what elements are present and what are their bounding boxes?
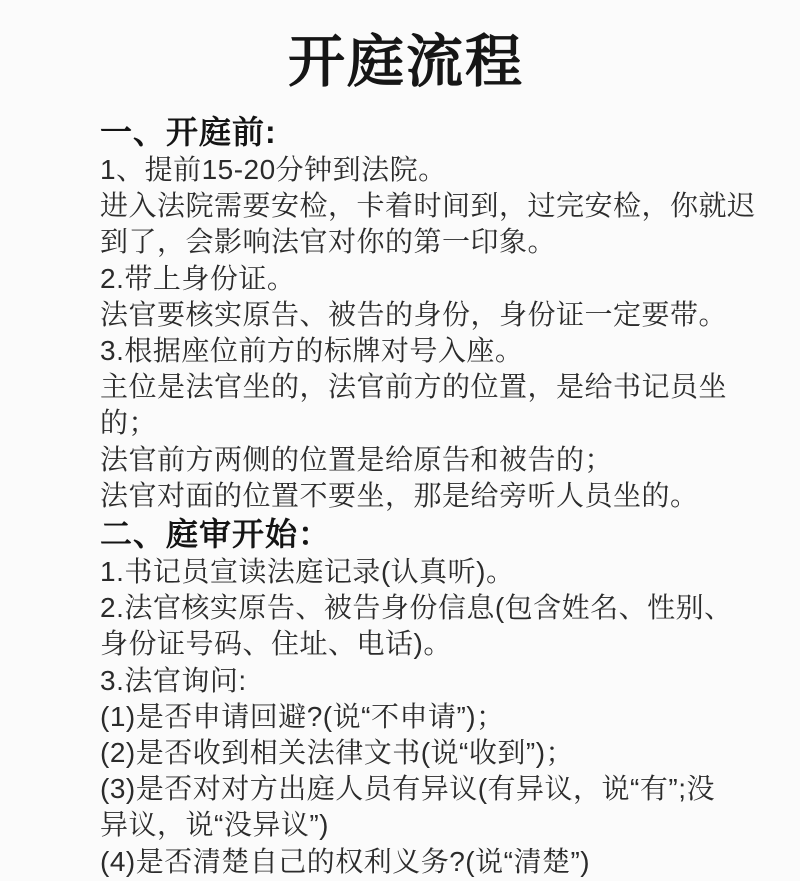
text-line: 1.书记员宣读法庭记录(认真听)。 bbox=[100, 556, 515, 588]
text-line: 法官对面的位置不要坐，那是给旁听人员坐的。 bbox=[100, 479, 699, 511]
text-line: 2.带上身份证。 bbox=[100, 262, 296, 294]
text-line: 1、提前15-20分钟到法院。 bbox=[100, 154, 447, 185]
document-content bbox=[100, 112, 756, 880]
text-line: 异议，说“没异议”) bbox=[100, 809, 329, 841]
text-line: 3.根据座位前方的标牌对号入座。 bbox=[100, 335, 524, 367]
text-line: 到了，会影响法官对你的第一印象。 bbox=[100, 226, 557, 258]
text-line: 法官要核实原告、被告的身份，身份证一定要带。 bbox=[100, 298, 728, 330]
text-line: 法官前方两侧的位置是给原告和被告的； bbox=[100, 443, 614, 475]
text-line: 主位是法官坐的，法官前方的位置，是给书记员坐 bbox=[100, 371, 728, 403]
text-line: 的； bbox=[100, 407, 158, 439]
text-line: (3)是否对对方出庭人员有异议(有异议，说“有”;没 bbox=[100, 773, 715, 805]
text-line: (2)是否收到相关法律文书(说“收到”)； bbox=[100, 737, 575, 769]
text-line: 2.法官核实原告、被告身份信息(包含姓名、性别、 bbox=[100, 592, 733, 624]
text-line: (4)是否清楚自己的权利义务?(说“清楚”) bbox=[100, 845, 591, 877]
text-line: (1)是否申请回避?(说“不申请”)； bbox=[100, 700, 505, 732]
page-title: 开庭流程 bbox=[288, 30, 524, 94]
text-line: 进入法院需要安检，卡着时间到，过完安检，你就迟 bbox=[100, 190, 756, 222]
text-line: 3.法官询问: bbox=[100, 664, 247, 696]
section-heading: 一、开庭前: bbox=[100, 114, 277, 150]
text-line: 身份证号码、住址、电话)。 bbox=[100, 628, 452, 660]
section-heading: 二、庭审开始： bbox=[100, 516, 332, 553]
